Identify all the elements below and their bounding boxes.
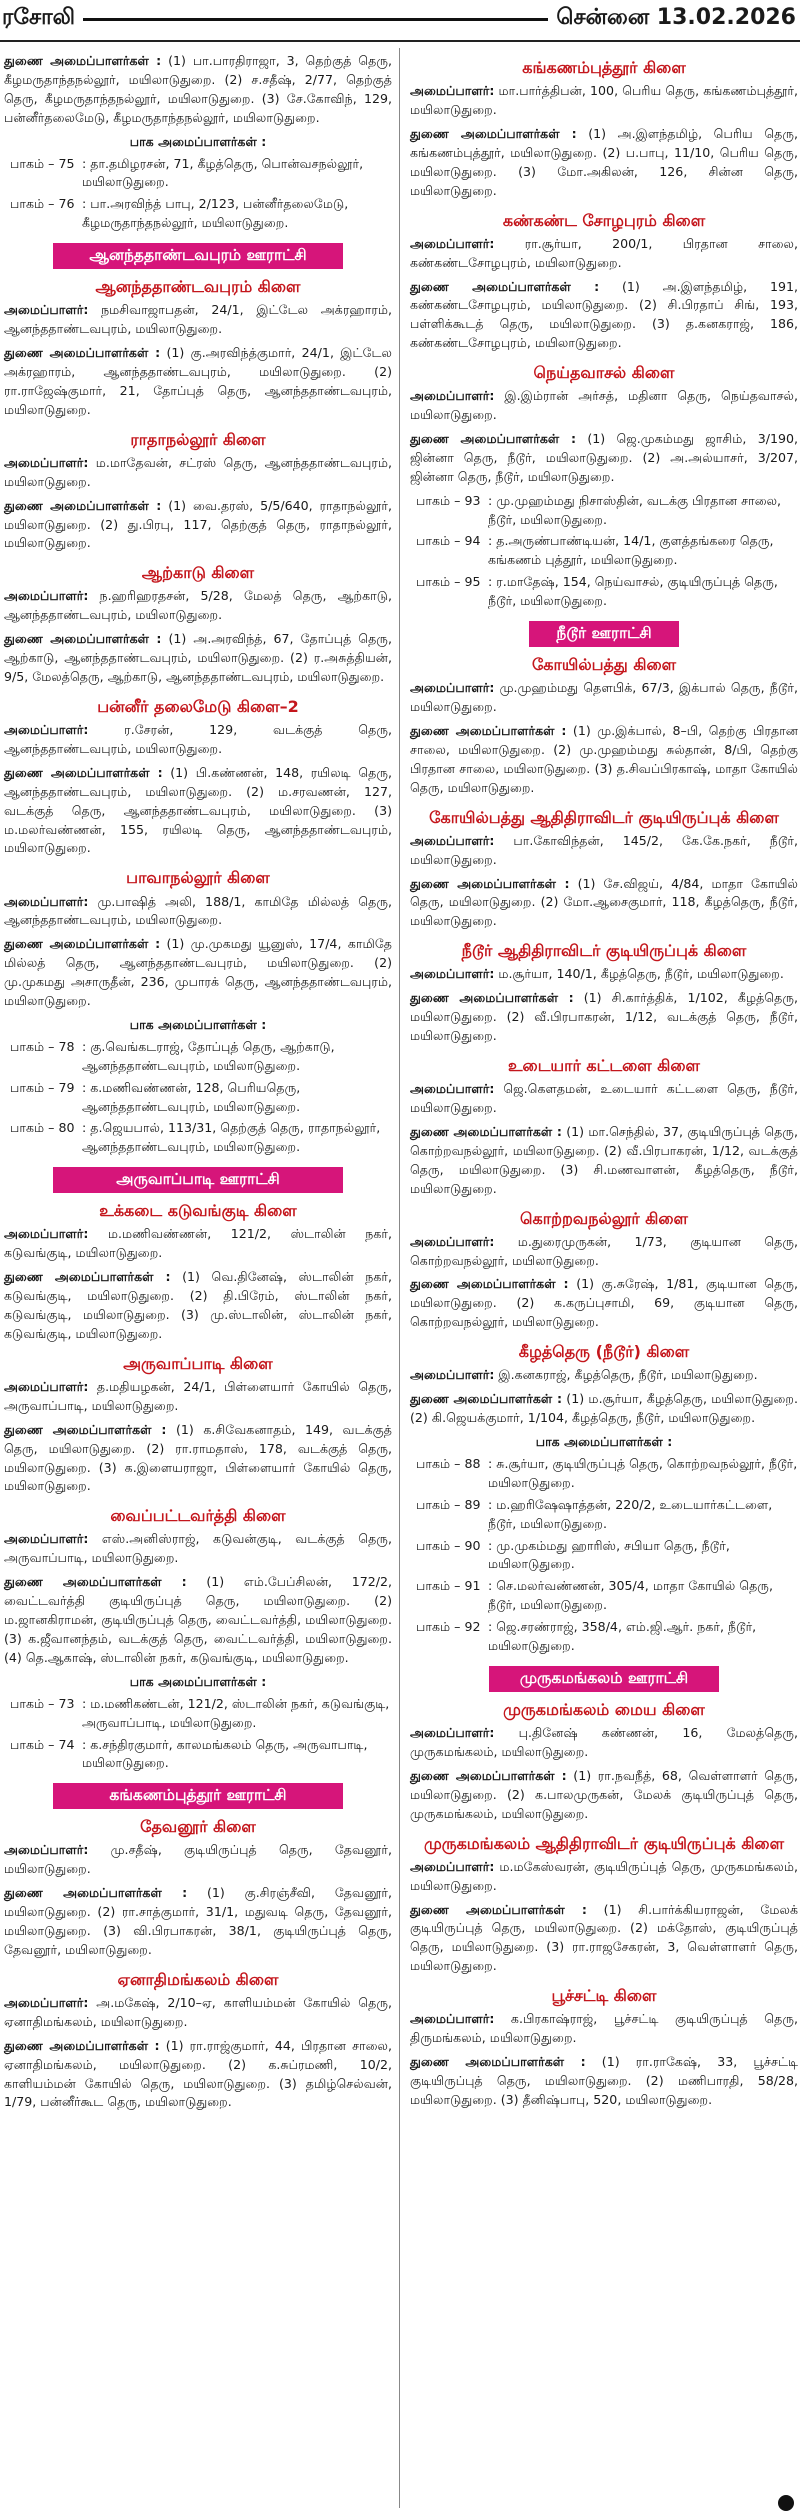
ward-organizers-heading: பாக அமைப்பாளர்கள் :: [535, 1434, 673, 1449]
top-divider: [0, 40, 800, 42]
branch-title: ஏனாதிமங்கலம் கிளை: [117, 1969, 279, 1989]
organizer: அமைப்பாளர்: பா.கோவிந்தன், 145/2, கே.கே.நகர், நீடூர், மயிலாடுதுறை.: [410, 832, 798, 867]
branch-title: பாவாநல்லூர் கிளை: [126, 868, 270, 888]
branch-section: [410, 1986, 798, 2110]
branch-title: உக்கடை கடுவங்குடி கிளை: [99, 1201, 297, 1221]
organizer: அமைப்பாளர்: மா.பார்த்திபன், 100, பெரிய தெரு, கங்கணம்புத்தூர், மயிலாடுதுறை.: [410, 83, 798, 118]
ward-row: பாகம் – 93 : மு.முஹம்மது நிசாஸ்தின், வடக்கு பிரதான சாலை, நீடூர், மயிலாடுதுறை.: [416, 492, 782, 527]
branch-title: முருகமங்கலம் மைய கிளை: [503, 1699, 705, 1719]
right-column: [410, 52, 798, 2120]
deputy-organizers: துணை அமைப்பாளர்கள் : (1) அ.அரவிந்த், 67, தோப்புத் தெரு, ஆற்காடு, ஆனந்ததாண்டவபுரம், மயிலாடுதுறை. (2) ர.அசுத்தியன், 9/5, மேலத்தெரு, ஆற்காடு, ஆனந்ததாண்டவபுரம், மயிலாடுதுறை.: [4, 631, 392, 685]
branch-section: [410, 1834, 798, 1977]
masthead-rule: [83, 18, 548, 21]
union-banner: முருகமங்கலம் ஊராட்சி: [489, 1666, 719, 1692]
branch-section: [4, 868, 392, 1157]
branch-section: [4, 1354, 392, 1497]
branch-section: [410, 1056, 798, 1199]
ward-organizers-heading: பாக அமைப்பாளர்கள் :: [129, 133, 267, 149]
organizer: அமைப்பாளர்: ம.மணிவண்ணன், 121/2, ஸ்டாலின் நகர், கடுவங்குடி, மயிலாடுதுறை.: [4, 1226, 392, 1261]
deputy-organizers: துணை அமைப்பாளர்கள் : (1) சி.கார்த்திக், 1/102, கீழத்தெரு, மயிலாடுதுறை. (2) வீ.பிரபாகரன், 1/12, வடக்குத் தெரு, நீடூர், மயிலாடுதுறை.: [410, 990, 798, 1044]
organizer: அமைப்பாளர்: மு.பாஷித் அலி, 188/1, காமிதே மில்லத் தெரு, ஆனந்ததாண்டவபுரம், மயிலாடுதுறை.: [4, 893, 392, 928]
organizer: அமைப்பாளர்: மு.முஹம்மது தௌபிக், 67/3, இக்பால் தெரு, நீடூர், மயிலாடுதுறை.: [410, 680, 798, 715]
deputy-organizers: துணை அமைப்பாளர்கள் : (1) அ.இளந்தமிழ், 191, கண்கண்டசோழபுரம், மயிலாடுதுறை. (2) சி.பிரதாப் சிங், 193, பள்ளிக்கூடத் தெரு, மயிலாடுதுறை. (3) த.கனகராஜ், 186, கண்கண்டசோழபுரம், மயிலாடுதுறை.: [410, 278, 798, 351]
deputy-organizers: துணை அமைப்பாளர்கள் : (1) பி.கண்ணன், 148, ரயிலடி தெரு, ஆனந்ததாண்டவபுரம், மயிலாடுதுறை. (2) ம.சரவணன், 127, வடக்குத் தெரு, ஆனந்ததாண்டவபுரம், மயிலாடுதுறை. (3) ம.மலர்வண்ணன், 155, ரயிலடி தெரு, ஆனந்ததாண்டவபுரம், மயிலாடுதுறை.: [4, 764, 393, 856]
ward-row: பாகம் – 92 : ஜெ.சரண்ராஜ், 358/4, எம்.ஜி.ஆர். நகர், நீடூர், மயிலாடுதுறை.: [416, 1619, 757, 1654]
branch-section: [4, 1970, 392, 2113]
masthead-left-title: ரசோலி: [2, 5, 76, 30]
organizer: அமைப்பாளர்: ர.சேரன், 129, வடக்குத் தெரு, ஆனந்ததாண்டவபுரம், மயிலாடுதுறை.: [4, 722, 392, 757]
branch-title: முருகமங்கலம் ஆதிதிராவிடர் குடியிருப்புக் கிளை: [423, 1833, 785, 1853]
deputy-organizers: துணை அமைப்பாளர்கள் : (1) மு.இக்பால், 8–பி, தெற்கு பிரதான சாலை, மயிலாடுதுறை. (2) மு.முஹம்மது சுல்தான், 8/பி, தெற்கு பிரதான சாலை, மயிலாடுதுறை. (3) த.சிவப்பிரகாஷ், மாதா கோயில் தெரு, மயிலாடுதுறை.: [410, 723, 798, 795]
branch-section: [410, 363, 798, 611]
branch-section: [410, 1342, 798, 1656]
deputy-organizers: துணை அமைப்பாளர்கள் : (1) வை.தரஸ், 5/5/640, ராதாநல்லூர், மயிலாடுதுறை. (2) து.பிரபு, 117, தெற்குத் தெரு, ராதாநல்லூர், மயிலாடுதுறை.: [4, 497, 392, 551]
deputy-organizers: துணை அமைப்பாளர்கள் : (1) க.சிவேகனாதம், 149, வடக்குத் தெரு, மயிலாடுதுறை. (2) ரா.ராமதாஸ், 178, வடக்குத் தெரு, மயிலாடுதுறை. (3) க.இளையராஜா, பிள்ளையார் கோயில் தெரு, மயிலாடுதுறை.: [4, 1421, 392, 1494]
ward-row: பாகம் – 88 : சு.சூர்யா, குடியிருப்புத் தெரு, கொற்றவநல்லூர், நீடூர், மயிலாடுதுறை.: [416, 1456, 798, 1490]
organizer: அமைப்பாளர்: ம.மாதேவன், சட்ரஸ் தெரு, ஆனந்ததாண்டவபுரம், மயிலாடுதுறை.: [4, 454, 392, 489]
branch-section: [410, 58, 798, 201]
branch-section: [410, 808, 798, 932]
deputy-organizers: துணை அமைப்பாளர்கள் : (1) கு.சுரேஷ், 1/81, குடியான தெரு, மயிலாடுதுறை. (2) க.கருப்புசாமி, 69, குடியான தெரு, கொற்றவநல்லூர், மயிலாடுதுறை.: [410, 1276, 798, 1330]
union-banner: கங்கணம்புத்தூர் ஊராட்சி: [53, 1783, 343, 1809]
branch-section: [410, 941, 798, 1046]
ward-organizers-heading: பாக அமைப்பாளர்கள் :: [129, 1673, 267, 1689]
branch-section: [4, 1817, 392, 1960]
branch-title: ராதாநல்லூர் கிளை: [130, 429, 266, 449]
branch-title: பூச்சட்டி கிளை: [551, 1986, 657, 2006]
organizer: அமைப்பாளர்: அ.மகேஷ், 2/10–ஏ, காளியம்மன் கோயில் தெரு, ஏனாதிமங்கலம், மயிலாடுதுறை.: [4, 1995, 392, 2029]
organizer: அமைப்பாளர்: ஜெ.கௌதமன், உடையார் கட்டளை தெரு, நீடூர், மயிலாடுதுறை.: [410, 1081, 798, 1116]
deputy-organizers: துணை அமைப்பாளர்கள் : (1) கு.அரவிந்த்குமார், 24/1, இட்டேல அக்ரஹாரம், ஆனந்ததாண்டவபுரம், மயிலாடுதுறை. (2) ரா.ராஜேஷ்குமார், 21, தோப்புத் தெரு, ஆனந்ததாண்டவபுரம், மயிலாடுதுறை.: [4, 345, 392, 417]
ward-row: பாகம் – 78 : கு.வெங்கடராஜ், தோப்புத் தெரு, ஆற்காடு, ஆனந்ததாண்டவபுரம், மயிலாடுதுறை.: [10, 1038, 335, 1073]
branch-title: கோயில்பத்து கிளை: [531, 655, 677, 675]
branch-section: [4, 277, 392, 420]
ward-row: பாகம் – 79 : க.மணிவண்ணன், 128, பெரியதெரு, ஆனந்ததாண்டவபுரம், மயிலாடுதுறை.: [10, 1079, 301, 1114]
deputy-organizers: துணை அமைப்பாளர்கள் : (1) மா.செந்தில், 37, குடியிருப்புத் தெரு, கொற்றவநல்லூர், மயிலாடுதுறை. (2) வீ.பிரபாகரன், 1/12, வடக்குத் தெரு, மயிலாடுதுறை. (3) சி.மணவாளன், கீழத்தெரு, நீடூர், மயிலாடுதுறை.: [410, 1123, 798, 1196]
ward-row: பாகம் – 76 : பா.அரவிந்த் பாபு, 2/123, பன்னீர்தலைமேடு, கீழமருதாந்தநல்லூர், மயிலாடுதுறை.: [10, 196, 349, 231]
branch-section: [410, 211, 798, 354]
branch-section: [410, 655, 798, 798]
branch-title: ஆனந்ததாண்டவபுரம் கிளை: [95, 277, 301, 297]
organizer: அமைப்பாளர்: எஸ்.அனிஸ்ராஜ், கடுவன்குடி, வடக்குத் தெரு, அருவாப்பாடி, மயிலாடுதுறை.: [4, 1531, 392, 1566]
section-continuation: [4, 52, 392, 233]
organizer: அமைப்பாளர்: இ.இம்ரான் அர்சத், மதினா தெரு, நெய்தவாசல், மயிலாடுதுறை.: [410, 388, 798, 423]
branch-title: கொற்றவநல்லூர் கிளை: [520, 1208, 688, 1228]
branch-section: [4, 563, 392, 687]
branch-title: கோயில்பத்து ஆதிதிராவிடர் குடியிருப்புக் கிளை: [429, 807, 779, 827]
organizer: அமைப்பாளர்: பு.தினேஷ் கண்ணன், 16, மேலத்தெரு, முருகமங்கலம், மயிலாடுதுறை.: [410, 1725, 798, 1759]
branch-section: [410, 1209, 798, 1333]
ward-row: பாகம் – 95 : ர.மாதேஷ், 154, நெய்வாசல், குடியிருப்புத் தெரு, நீடூர், மயிலாடுதுறை.: [416, 574, 778, 609]
deputy-organizers: துணை அமைப்பாளர்கள் : (1) ரா.நவநீத், 68, வெள்ளாளர் தெரு, மயிலாடுதுறை. (2) க.பாலமுருகன், மேலக் குடியிருப்புத் தெரு, முருகமங்கலம், மயிலாடுதுறை.: [410, 1767, 798, 1821]
ward-row: பாகம் – 91 : செ.மலர்வண்ணன், 305/4, மாதா கோயில் தெரு, நீடூர், மயிலாடுதுறை.: [416, 1578, 773, 1613]
branch-section: [4, 1506, 392, 1773]
ward-row: பாகம் – 89 : ம.ஹரிஷேஷாத்தன், 220/2, உடையார்கட்டளை, நீடூர், மயிலாடுதுறை.: [416, 1496, 773, 1531]
branch-title: கண்கண்ட சோழபுரம் கிளை: [502, 210, 706, 230]
organizer: அமைப்பாளர்: ந.ஹரிஹரதசன், 5/28, மேலத் தெரு, ஆற்காடு, ஆனந்ததாண்டவபுரம், மயிலாடுதுறை.: [4, 588, 392, 623]
branch-title: வைப்பட்டவர்த்தி கிளை: [110, 1506, 286, 1526]
branch-title: அருவாப்பாடி கிளை: [123, 1353, 273, 1373]
branch-title: நெய்தவாசல் கிளை: [533, 363, 675, 383]
ward-row: பாகம் – 90 : மு.முகம்மது ஹாரிஸ், சபியா தெரு, நீடூர், மயிலாடுதுறை.: [416, 1537, 730, 1572]
union-banner: நீடூர் ஊராட்சி: [529, 621, 679, 647]
organizer: அமைப்பாளர்: இ.கனகராஜ், கீழத்தெரு, நீடூர், மயிலாடுதுறை.: [410, 1367, 758, 1383]
ward-row: பாகம் – 74 : க.சந்திரகுமார், காலமங்கலம் தெரு, அருவாபாடி, மயிலாடுதுறை.: [10, 1736, 368, 1771]
branch-section: [4, 1201, 392, 1344]
deputy-organizers: துணை அமைப்பாளர்கள் : (1) சி.பார்க்கியராஜன், மேலக் குடியிருப்புத் தெரு, மயிலாடுதுறை. (2) மக்தோஸ், குடியிருப்புத் தெரு, மயிலாடுதுறை. (3) ரா.ராஜசேகரன், 3, வெள்ளாளர் தெரு, மயிலாடுதுறை.: [410, 1901, 798, 1974]
left-column: [4, 52, 392, 2122]
union-banner: அருவாப்பாடி ஊராட்சி: [53, 1167, 343, 1193]
deputy-organizers: துணை அமைப்பாளர்கள் : (1) ஜெ.முகம்மது ஜாசிம், 3/190, ஜின்னா தெரு, நீடூர், மயிலாடுதுறை. (2) அ.அல்யாசர், 3/207, ஜின்னா தெரு, நீடூர், மயிலாடுதுறை.: [410, 431, 798, 484]
branch-title: கங்கணம்புத்தூர் கிளை: [522, 58, 686, 77]
deputy-organizers: துணை அமைப்பாளர்கள் : (1) ம.சூர்யா, கீழத்தெரு, மயிலாடுதுறை. (2) கி.ஜெயக்குமார், 1/104, கீழத்தெரு, நீடூர், மயிலாடுதுறை.: [410, 1391, 799, 1426]
branch-section: [410, 1700, 798, 1824]
union-banner: ஆனந்ததாண்டவபுரம் ஊராட்சி: [53, 243, 343, 269]
organizer: அமைப்பாளர்: ம.துரைமுருகன், 1/73, குடியான தெரு, கொற்றவநல்லூர், மயிலாடுதுறை.: [410, 1233, 798, 1268]
deputy-organizers: துணை அமைப்பாளர்கள் : (1) ரா.ராஜ்குமார், 44, பிரதான சாலை, ஏனாதிமங்கலம், மயிலாடுதுறை. (2) க.சுப்ரமணி, 10/2, காளியம்மன் கோயில் தெரு, மயிலாடுதுறை. (3) தமிழ்செல்வன், 1/79, பன்னீர்கூட தெரு, மயிலாடுதுறை.: [4, 2037, 392, 2110]
deputy-organizers: துணை அமைப்பாளர்கள் : (1) சே.விஜய், 4/84, மாதா கோயில் தெரு, மயிலாடுதுறை. (2) மோ.ஆசைகுமார், 118, கீழத்தெரு, நீடூர், மயிலாடுதுறை.: [410, 875, 798, 929]
deputy-organizers: துணை அமைப்பாளர்கள் : (1) வெ.தினேஷ், ஸ்டாலின் நகர், கடுவங்குடி, மயிலாடுதுறை. (2) தி.பிரேம், ஸ்டாலின் நகர், கடுவங்குடி, மயிலாடுதுறை. (3) மு.ஸ்டாலின், ஸ்டாலின் நகர், கடுவங்குடி, மயிலாடுதுறை.: [4, 1269, 392, 1341]
branch-section: [4, 430, 392, 554]
deputy-organizers: துணை அமைப்பாளர்கள் : (1) மு.முகமது யூனுஸ், 17/4, காமிதே மில்லத் தெரு, ஆனந்ததாண்டவபுரம், மயிலாடுதுறை. (2) மு.முகமது அசாருதீன், 236, முபாரக் தெரு, ஆனந்ததாண்டவபுரம், மயிலாடுதுறை.: [4, 936, 392, 1008]
branch-title: தேவனூர் கிளை: [140, 1817, 256, 1837]
deputy-organizers: துணை அமைப்பாளர்கள் : (1) ரா.ராகேஷ், 33, பூச்சட்டி குடியிருப்புத் தெரு, மயிலாடுதுறை. (2) மணிபாரதி, 58/28, மயிலாடுதுறை. (3) தீனிஷ்பாபு, 520, மயிலாடுதுறை.: [410, 2054, 798, 2107]
deputy-organizers: துணை அமைப்பாளர்கள் : (1) எம்.பேப்சிலன், 172/2, வைட்டவர்த்தி குடியிருப்புத் தெரு, மயிலாடுதுறை. (2) ம.ஜானகிராமன், குடியிருப்புத் தெரு, வைட்டவர்த்தி, மயிலாடுதுறை. (3) க.ஜீவானந்தம், வடக்குத் தெரு, வைட்டவர்த்தி, மயிலாடுதுறை. (4) தெ.ஆகாஷ், ஸ்டாலின் நகர், கடுவங்குடி, மயிலாடுதுறை.: [4, 1574, 393, 1665]
ward-row: பாகம் – 75 : தா.தமிழரசன், 71, கீழத்தெரு, பொன்வசநல்லூர், மயிலாடுதுறை.: [10, 155, 364, 190]
deputy-organizers: துணை அமைப்பாளர்கள் : (1) கு.சிரஞ்சீவி, தேவனூர், மயிலாடுதுறை. (2) ரா.சாத்குமார், 31/1, மதுவடி தெரு, தேவனூர், மயிலாடுதுறை. (3) வி.பிரபாகரன், 38/1, குடியிருப்புத் தெரு, தேவனூர், மயிலாடுதுறை.: [4, 1885, 392, 1957]
branch-title: பன்னீர் தலைமேடு கிளை–2: [97, 696, 299, 716]
organizer: அமைப்பாளர்: மு.சதீஷ், குடியிருப்புத் தெரு, தேவனூர், மயிலாடுதுறை.: [4, 1842, 392, 1877]
column-divider: [399, 48, 400, 2508]
organizer: அமைப்பாளர்: ரா.சூர்யா, 200/1, பிரதான சாலை, கண்கண்டசோழபுரம், மயிலாடுதுறை.: [410, 235, 798, 270]
organizer: அமைப்பாளர்: க.பிரகாஷ்ராஜ், பூச்சட்டி குடியிருப்புத் தெரு, திருமங்கலம், மயிலாடுதுறை.: [410, 2011, 798, 2046]
deputy-organizers: துணை அமைப்பாளர்கள் : (1) அ.இளந்தமிழ், பெரிய தெரு, கங்கணம்புத்தூர், மயிலாடுதுறை. (2) ப.பாபு, 11/10, பெரிய தெரு, மயிலாடுதுறை. (3) மோ.அகிலன், 126, சின்ன தெரு, மயிலாடுதுறை.: [410, 125, 799, 198]
organizer: அமைப்பாளர்: த.மதியழகன், 24/1, பிள்ளையார் கோயில் தெரு, அருவாப்பாடி, மயிலாடுதுறை.: [4, 1378, 392, 1413]
branch-section: [4, 697, 392, 858]
ward-row: பாகம் – 80 : த.ஜெயபால், 113/31, தெற்குத் தெரு, ராதாநல்லூர், ஆனந்ததாண்டவபுரம், மயிலாடுதுறை.: [10, 1120, 381, 1155]
branch-title: ஆற்காடு கிளை: [141, 563, 255, 583]
ward-row: பாகம் – 94 : த.அருண்பாண்டியன், 14/1, குளத்தங்கரை தெரு, கங்கணம் புத்தூர், மயிலாடுதுறை.: [416, 533, 774, 568]
page-marker-icon: [778, 2495, 794, 2511]
ward-organizers-heading: பாக அமைப்பாளர்கள் :: [129, 1016, 267, 1032]
branch-title: கீழத்தெரு (நீடூர்) கிளை: [518, 1342, 690, 1362]
branch-title: உடையார் கட்டளை கிளை: [508, 1055, 700, 1075]
masthead-date: சென்னை 13.02.2026: [556, 5, 796, 30]
deputy-organizers: துணை அமைப்பாளர்கள் : (1) பா.பாரதிராஜா, 3, தெற்குத் தெரு, கீழமருதாந்தநல்லூர், மயிலாடுதுறை. (2) ச.சதீஷ், 2/77, தெற்குத் தெரு, கீழமருதாந்தநல்லூர், மயிலாடுதுறை. (3) சே.கோவிந், 129, பன்னீர்தலைமேடு, கீழமருதாந்தநல்லூர், மயிலாடுதுறை.: [4, 53, 392, 125]
masthead: [0, 0, 800, 38]
organizer: அமைப்பாளர்: ம.மகேஸ்வரன், குடியிருப்புத் தெரு, முருகமங்கலம், மயிலாடுதுறை.: [410, 1858, 798, 1893]
branch-title: நீடூர் ஆதிதிராவிடர் குடியிருப்புக் கிளை: [461, 941, 747, 961]
organizer: அமைப்பாளர்: நமசிவாஜாபதன், 24/1, இட்டேல அக்ரஹாரம், ஆனந்ததாண்டவபுரம், மயிலாடுதுறை.: [4, 302, 392, 337]
ward-row: பாகம் – 73 : ம.மணிகண்டன், 121/2, ஸ்டாலின் நகர், கடுவங்குடி, அருவாப்பாடி, மயிலாடுதுறை.: [10, 1695, 390, 1730]
organizer: அமைப்பாளர்: ம.சூர்யா, 140/1, கீழத்தெரு, நீடூர், மயிலாடுதுறை.: [410, 966, 784, 982]
